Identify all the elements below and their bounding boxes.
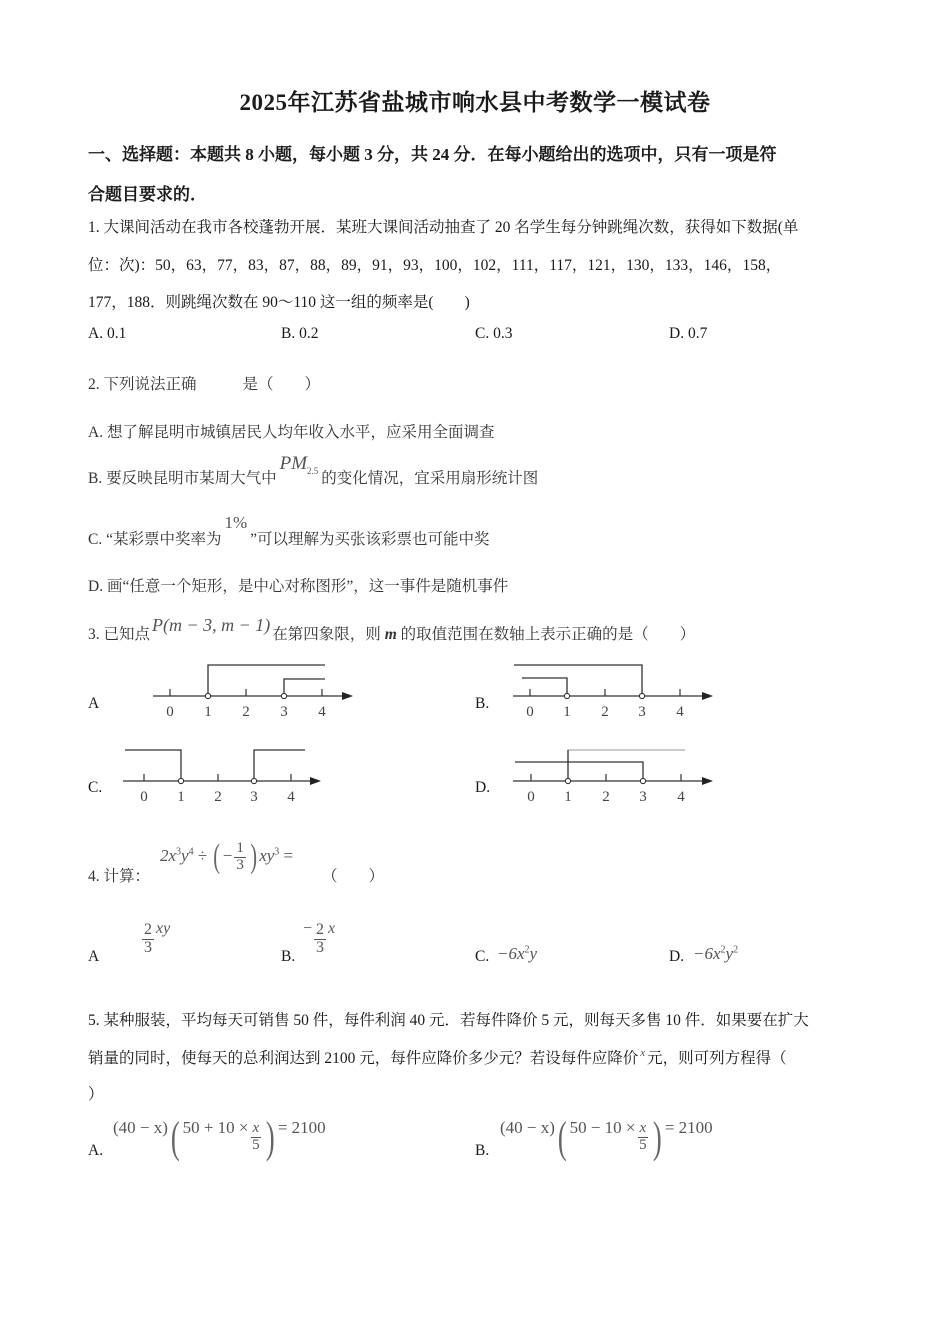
svg-text:1: 1 — [177, 789, 185, 805]
q2-option-a: A. 想了解昆明市城镇居民人均年收入水平，应采用全面调查 — [88, 424, 495, 441]
q4-option-a-label: A — [88, 948, 100, 965]
q4-option-b-math: − $\frac{2}{3}$ x — [303, 919, 336, 956]
q3-option-d-label: D. — [475, 779, 491, 796]
q5-option-b-label: B. — [475, 1142, 490, 1159]
q1-stem-line2: 位：次)：50，63，77，83，87，88，89，91，93，100，102，111，117，121，130，133，146，158， — [88, 257, 782, 274]
q5-stem-line1: 5. 某种服装，平均每天可销售 50 件，每件利润 40 元．若每件降价 5 元，则每天多售 10 件．如果要在扩大 — [88, 1012, 809, 1029]
q1-option-a: A. 0.1 — [88, 325, 127, 342]
q1-stem-line1: 1. 大课间活动在我市各校蓬勃开展．某班大课间活动抽查了 20 名学生每分钟跳绳次数，获得如下数据(单 — [88, 219, 799, 236]
svg-text:4: 4 — [677, 789, 685, 805]
q1-option-d: D. 0.7 — [669, 325, 708, 342]
svg-text:0: 0 — [526, 704, 534, 720]
q2-option-d: D. 画“任意一个矩形，是中心对称图形”，这一事件是随机事件 — [88, 578, 509, 595]
svg-text:3: 3 — [250, 789, 258, 805]
svg-text:4: 4 — [318, 704, 326, 720]
q5-option-a-label: A. — [88, 1142, 104, 1159]
q2-option-c: C. “某彩票中奖率为1%”可以理解为买张该彩票也可能中奖 — [88, 513, 490, 548]
q5-option-b-math: (40 − x)( 50 − 10 × $\frac{x}{5}$ ) = 2100 — [500, 1113, 713, 1162]
point-p-math: P(m − 3, m − 1) — [152, 615, 271, 635]
svg-text:4: 4 — [676, 704, 684, 720]
q4-option-c-math: $-6x^2y$ — [497, 944, 538, 963]
svg-text:3: 3 — [639, 789, 647, 805]
svg-text:4: 4 — [287, 789, 295, 805]
svg-text:2: 2 — [242, 704, 250, 720]
q4-expression: $2x^3y^4$ ÷ ( − $\frac{1}{3}$ ) $xy^3$ = — [160, 838, 294, 875]
svg-text:1: 1 — [564, 789, 572, 805]
svg-text:1: 1 — [204, 704, 212, 720]
svg-text:2: 2 — [601, 704, 609, 720]
svg-text:3: 3 — [280, 704, 288, 720]
q4-answer-blank: （ ） — [322, 868, 385, 885]
q5-option-a-math: (40 − x)( 50 + 10 × $\frac{x}{5}$ ) = 2100 — [113, 1113, 326, 1162]
q4-option-d-math: $-6x^2y^2$ — [693, 944, 739, 963]
q3-option-a-label: A — [88, 695, 100, 712]
q5-stem-line3: ） — [88, 1086, 104, 1103]
section-header-line1: 一、选择题：本题共 8 小题，每小题 3 分，共 24 分．在每小题给出的选项中，只有一项是符 — [88, 145, 777, 164]
svg-text:0: 0 — [140, 789, 148, 805]
q4-option-c-label: C. — [475, 948, 490, 965]
svg-text:1: 1 — [563, 704, 571, 720]
svg-text:0: 0 — [166, 704, 174, 720]
q2-stem-part1: 2. 下列说法正确 — [88, 376, 197, 393]
pm25-math: $PM_{2.5}$ — [279, 453, 319, 476]
number-line-a — [150, 655, 360, 725]
q4-option-b-label: B. — [281, 948, 296, 965]
q1-option-c: C. 0.3 — [475, 325, 513, 342]
q2-stem-part2: 是（ ） — [242, 376, 321, 393]
svg-text:2: 2 — [602, 789, 610, 805]
number-line-b — [510, 655, 720, 725]
number-line-c — [120, 740, 330, 810]
number-line-d — [510, 740, 720, 810]
q5-stem-line2: 销量的同时，使每天的总利润达到 2100 元，每件应降价多少元？若设每件应降价 $^x$ 元，则可列方程得（ — [88, 1047, 787, 1067]
q3-option-c-label: C. — [88, 779, 103, 796]
page-title: 2025年江苏省盐城市响水县中考数学一模试卷 — [239, 90, 711, 115]
q3-option-b-label: B. — [475, 695, 490, 712]
q2-option-b: B. 要反映昆明市某周大气中$PM_{2.5}$ 的变化情况，宜采用扇形统计图 — [88, 453, 539, 487]
q4-option-d-label: D. — [669, 948, 685, 965]
q4-option-a-math: $\frac{2}{3}$ xy — [144, 919, 171, 956]
svg-text:0: 0 — [527, 789, 535, 805]
q1-option-b: B. 0.2 — [281, 325, 319, 342]
percent-math: 1% — [224, 513, 248, 532]
q3-stem: 3. 已知点 P(m − 3, m − 1) 在第四象限，则 m 的取值范围在数轴上表示正确的是（ ） — [88, 615, 696, 643]
svg-text:2: 2 — [214, 789, 222, 805]
q4-stem: 4. 计算： — [88, 868, 151, 885]
section-header-line2: 合题目要求的． — [88, 185, 207, 204]
q1-stem-line3: 177，188．则跳绳次数在 90～110 这一组的频率是( ) — [88, 294, 470, 311]
svg-text:3: 3 — [638, 704, 646, 720]
